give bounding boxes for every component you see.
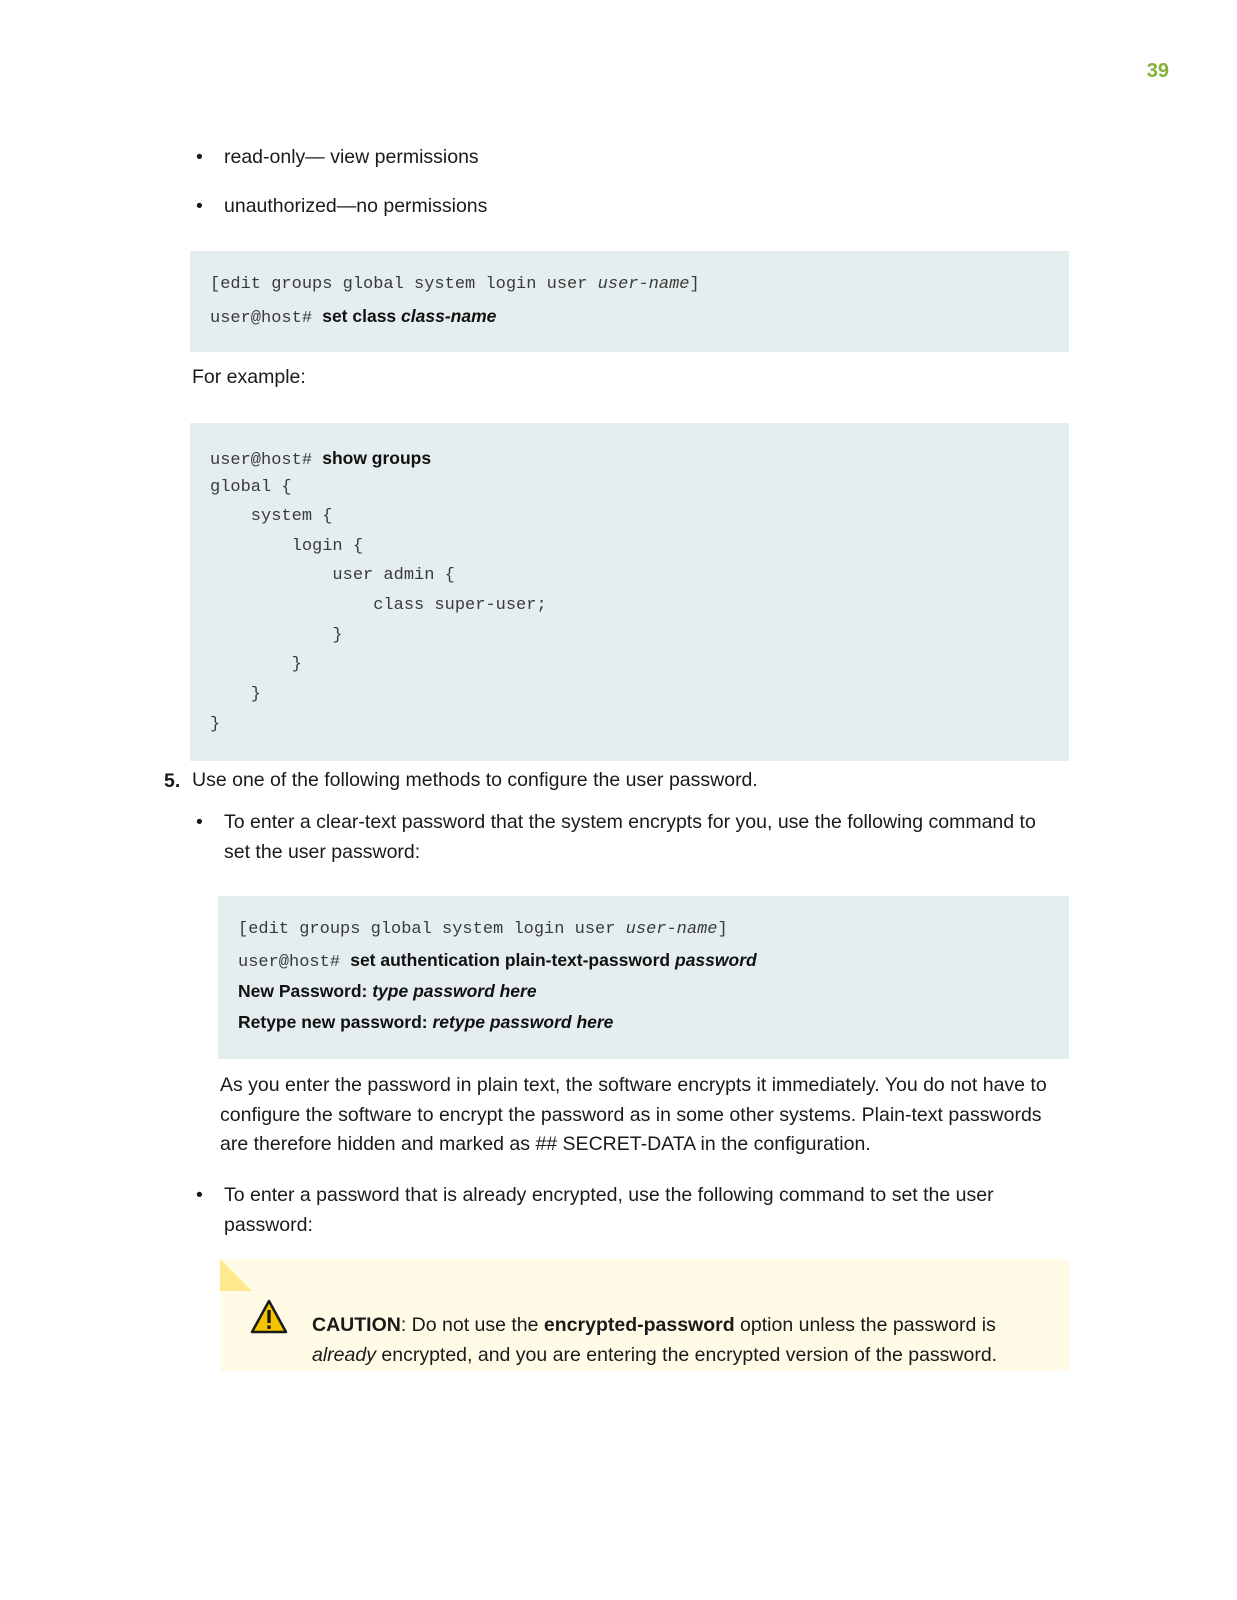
code-line: [edit groups global system login user user-name] [210,275,700,294]
callout-corner [220,1259,252,1291]
code-block [218,896,1069,1059]
paragraph: For example: [192,366,306,388]
code-line: New Password: type password here [238,981,537,1001]
code-block [190,423,1069,761]
paragraph [220,1071,1047,1160]
list-item-text: To enter a clear-text password that the system encrypts for you, use the following command to [224,811,1036,833]
code-line: user@host# set class class-name [210,306,497,328]
code-line: user admin { [210,566,455,585]
list-item-text: set the user password: [224,841,421,863]
step-text: Use one of the following methods to configure the user password. [192,769,758,791]
paragraph-line: As you enter the password in plain text, the software encrypts it immediately. You do not have to [220,1074,1047,1096]
code-line: global { [210,478,292,497]
bullet-icon: • [196,146,203,168]
code-line: } [210,715,221,734]
code-line: [edit groups global system login user user-name] [238,920,728,939]
bullet-icon: • [196,1184,203,1206]
bullet-icon: • [196,195,203,217]
code-line: user@host# set authentication plain-text-password password [238,950,757,972]
step-number: 5. [164,770,181,792]
caution-text: CAUTION: Do not use the encrypted-password option unless the password is already encrypted, and you are entering the encrypted version of the password. [312,1314,998,1366]
code-block [190,251,1069,352]
list-item-text: password: [224,1214,313,1236]
warning-triangle-icon [250,1299,288,1335]
code-line: user@host# show groups [210,448,432,470]
page-number: 39 [1146,60,1169,82]
bullet-icon: • [196,811,203,833]
caution-callout [220,1259,1069,1371]
code-line: login { [210,537,364,556]
code-line: Retype new password: retype password here [238,1012,614,1032]
list-item-text: unauthorized—no permissions [224,195,488,217]
paragraph-line: are therefore hidden and marked as ## SECRET-DATA in the configuration. [220,1133,871,1155]
code-line: class super-user; [210,596,547,615]
list-item-text: read-only— view permissions [224,146,479,168]
code-line: } [210,626,343,645]
code-line: system { [210,507,333,526]
paragraph-line: configure the software to encrypt the password as in some other systems. Plain-text passwords [220,1103,1042,1126]
list-item-text: To enter a password that is already encrypted, use the following command to set the user [224,1184,994,1206]
code-line: } [210,655,302,674]
code-line: } [210,685,262,704]
